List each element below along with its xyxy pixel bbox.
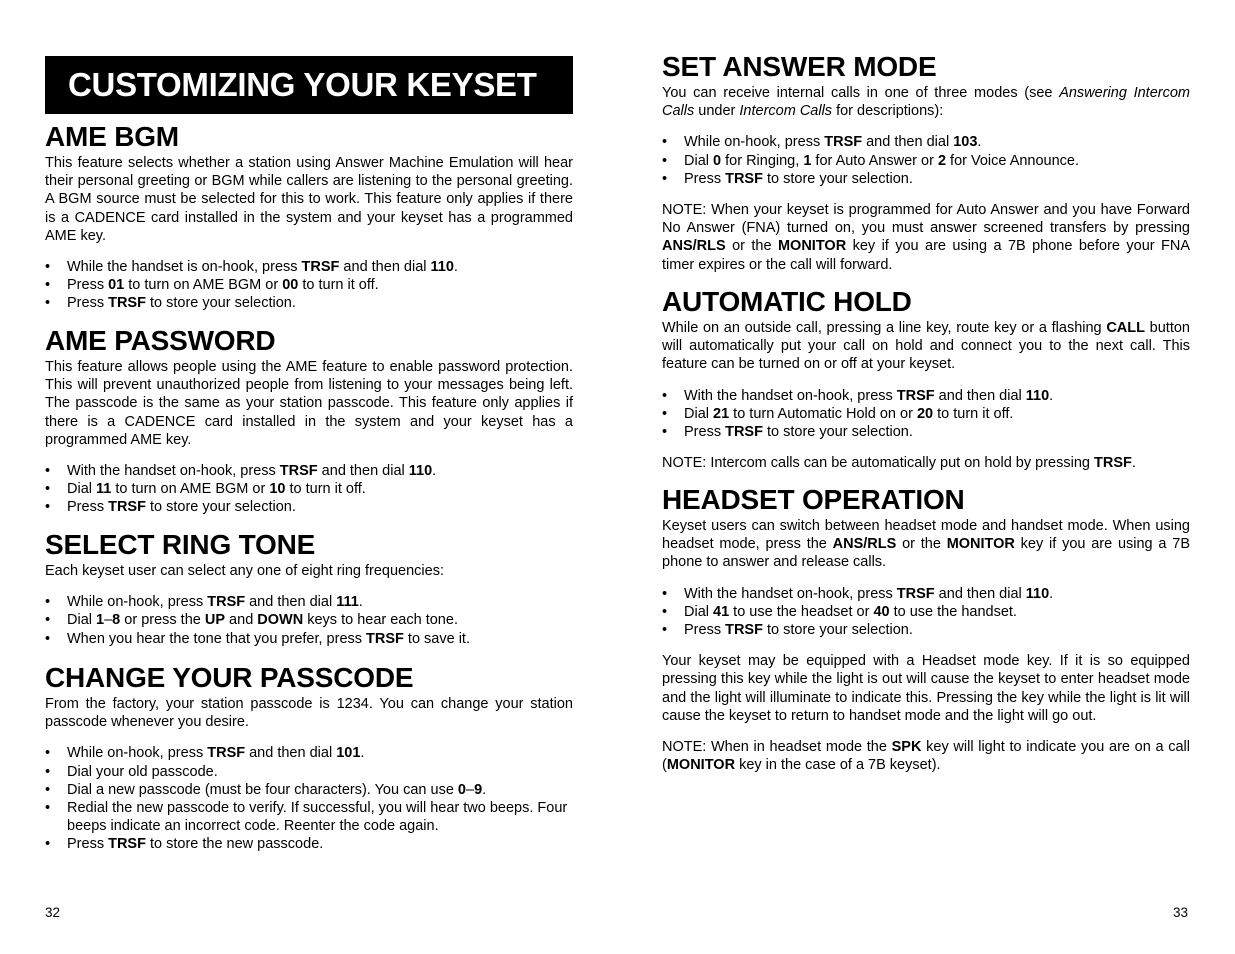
list-item-text: Press TRSF to store the new passcode.: [67, 836, 324, 853]
list-item-text: Dial a new passcode (must be four characters). You can use 0–9.: [67, 781, 487, 798]
paragraph: From the factory, your station passcode is 1234. You can change your station passcode whenever you desire.: [45, 696, 573, 731]
bullet-icon: •: [662, 585, 668, 602]
list-item-text: Press 01 to turn on AME BGM or 00 to turn it off.: [67, 277, 379, 294]
paragraph: This feature allows people using the AME feature to enable password protection. This will prevent unauthorized people from listening to your messages being left. The passcode is the same as your station passcode. This feature only applies if there is a CADENCE card installed in the system and your keyset has a programmed AME key.: [45, 359, 573, 448]
bullet-list: [45, 462, 573, 517]
list-item-text: Dial 1–8 or press the UP and DOWN keys to hear each tone.: [67, 612, 458, 629]
bullet-list: [45, 258, 573, 313]
section-heading: AME BGM: [45, 121, 179, 152]
bullet-icon: •: [662, 603, 668, 620]
bullet-list: [662, 585, 1190, 640]
bullet-icon: •: [45, 277, 51, 294]
list-item: [45, 763, 573, 781]
section-heading: SET ANSWER MODE: [662, 51, 937, 82]
bullet-icon: •: [662, 405, 668, 422]
list-item: [45, 744, 573, 762]
list-item: [662, 585, 1190, 603]
list-item-text: With the handset on-hook, press TRSF and then dial 110.: [684, 387, 1054, 404]
list-item-text: Press TRSF to store your selection.: [684, 170, 913, 187]
bullet-icon: •: [45, 836, 51, 853]
paragraph: You can receive internal calls in one of three modes (see Answering Intercom Calls under Intercom Calls for descriptions):: [662, 85, 1190, 120]
bullet-icon: •: [662, 387, 668, 404]
section-ame-bgm: [45, 120, 573, 313]
list-item: [45, 799, 573, 835]
section-automatic-hold: [662, 285, 1190, 472]
list-item: [662, 405, 1190, 423]
bullet-icon: •: [662, 152, 668, 169]
bullet-icon: •: [45, 259, 51, 276]
list-item-text: Press TRSF to store your selection.: [684, 622, 913, 639]
bullet-list: [45, 593, 573, 648]
section-heading: AME PASSWORD: [45, 325, 276, 356]
list-item-text: When you hear the tone that you prefer, press TRSF to save it.: [67, 630, 470, 647]
chapter-banner: CUSTOMIZING YOUR KEYSET: [45, 56, 573, 114]
section-heading: HEADSET OPERATION: [662, 484, 965, 515]
list-item-text: Dial 0 for Ringing, 1 for Auto Answer or 2 for Voice Announce.: [684, 152, 1080, 169]
paragraph: NOTE: When your keyset is programmed for Auto Answer and you have Forward No Answer (FNA) turned on, you must answer screened transfers by pressing ANS/RLS or the MONITOR key if you are using a 7B phone before your FNA timer expires or the call will forward.: [662, 202, 1191, 273]
section-headset-operation: [662, 483, 1190, 774]
paragraph: NOTE: When in headset mode the SPK key will light to indicate you are on a call (MONITOR key in the case of a 7B keyset).: [662, 739, 1191, 774]
bullet-icon: •: [662, 170, 668, 187]
bullet-list: [662, 133, 1190, 188]
list-item: [662, 603, 1190, 621]
list-item: [45, 781, 573, 799]
bullet-icon: •: [45, 463, 51, 480]
bullet-icon: •: [45, 745, 51, 762]
list-item-text: While the handset is on-hook, press TRSF and then dial 110.: [67, 259, 458, 276]
section-change-your-passcode: [45, 661, 573, 854]
paragraph: Each keyset user can select any one of eight ring frequencies:: [45, 563, 444, 579]
bullet-icon: •: [45, 295, 51, 312]
list-item: [662, 152, 1190, 170]
paragraph: Your keyset may be equipped with a Headset mode key. If it is so equipped pressing this key while the light is out will cause the keyset to enter headset mode and the light will illuminate to indicate this. Pressing the key while the light is lit will cause the keyset to return to handset mode and the light will go out.: [662, 653, 1190, 724]
list-item: [45, 630, 573, 648]
list-item: [662, 170, 1190, 188]
list-item: [45, 294, 573, 312]
list-item: [45, 498, 573, 516]
list-item: [45, 480, 573, 498]
bullet-icon: •: [45, 481, 51, 498]
list-item-text: Press TRSF to store your selection.: [67, 295, 296, 312]
bullet-icon: •: [662, 424, 668, 441]
list-item-text: Dial 41 to use the headset or 40 to use the handset.: [684, 603, 1017, 620]
section-ame-password: [45, 324, 573, 517]
list-item: [45, 835, 573, 853]
list-item: [45, 276, 573, 294]
list-item-text: Press TRSF to store your selection.: [684, 424, 913, 441]
bullet-icon: •: [662, 134, 668, 151]
section-heading: CHANGE YOUR PASSCODE: [45, 662, 414, 693]
section-heading: AUTOMATIC HOLD: [662, 286, 912, 317]
list-item: [45, 258, 573, 276]
list-item: [662, 133, 1190, 151]
section-heading: SELECT RING TONE: [45, 529, 316, 560]
paragraph: While on an outside call, pressing a line key, route key or a flashing CALL button will automatically put your call on hold and connect you to the next call. This feature can be turned on or off at your keyset.: [662, 320, 1190, 373]
left-page: [45, 0, 573, 853]
paragraph: This feature selects whether a station using Answer Machine Emulation will hear their personal greeting or BGM while callers are listening to the personal greeting. A BGM source must be selected for this to work. This feature only applies if there is a CADENCE card installed in the system and your keyset has a programmed AME key.: [45, 155, 573, 244]
list-item: [662, 621, 1190, 639]
list-item-text: Dial your old passcode.: [67, 763, 218, 780]
list-item: [45, 611, 573, 629]
bullet-icon: •: [45, 499, 51, 516]
bullet-list: [45, 744, 573, 853]
list-item-text: While on-hook, press TRSF and then dial 101.: [67, 745, 365, 762]
list-item: [662, 387, 1190, 405]
list-item-text: With the handset on-hook, press TRSF and then dial 110.: [684, 585, 1054, 602]
page-number-left: 32: [45, 905, 61, 920]
list-item-text: While on-hook, press TRSF and then dial 103.: [684, 134, 982, 151]
section-select-ring-tone: [45, 528, 573, 648]
list-item-text: Press TRSF to store your selection.: [67, 499, 296, 516]
list-item-text: With the handset on-hook, press TRSF and then dial 110.: [67, 463, 437, 480]
list-item-text: Redial the new passcode to verify. If successful, you will hear two beeps. Four beeps indicate an incorrect code. Reenter the code again.: [67, 800, 568, 835]
paragraph: NOTE: Intercom calls can be automatically put on hold by pressing TRSF.: [662, 455, 1136, 472]
list-item-text: While on-hook, press TRSF and then dial 111.: [67, 594, 363, 611]
page-number-right: 33: [1173, 905, 1189, 920]
list-item-text: Dial 21 to turn Automatic Hold on or 20 to turn it off.: [684, 405, 1014, 422]
list-item: [45, 462, 573, 480]
list-item-text: Dial 11 to turn on AME BGM or 10 to turn it off.: [67, 481, 366, 498]
list-item: [45, 593, 573, 611]
paragraph: Keyset users can switch between headset mode and handset mode. When using headset mode, press the ANS/RLS or the MONITOR key if you are using a 7B phone to answer and release calls.: [662, 518, 1190, 571]
bullet-icon: •: [45, 781, 51, 798]
bullet-icon: •: [45, 594, 51, 611]
bullet-list: [662, 387, 1190, 442]
bullet-icon: •: [45, 630, 51, 647]
section-set-answer-mode: [662, 50, 1190, 274]
bullet-icon: •: [45, 763, 51, 780]
bullet-icon: •: [45, 612, 51, 629]
list-item: [662, 423, 1190, 441]
bullet-icon: •: [662, 622, 668, 639]
bullet-icon: •: [45, 800, 51, 817]
